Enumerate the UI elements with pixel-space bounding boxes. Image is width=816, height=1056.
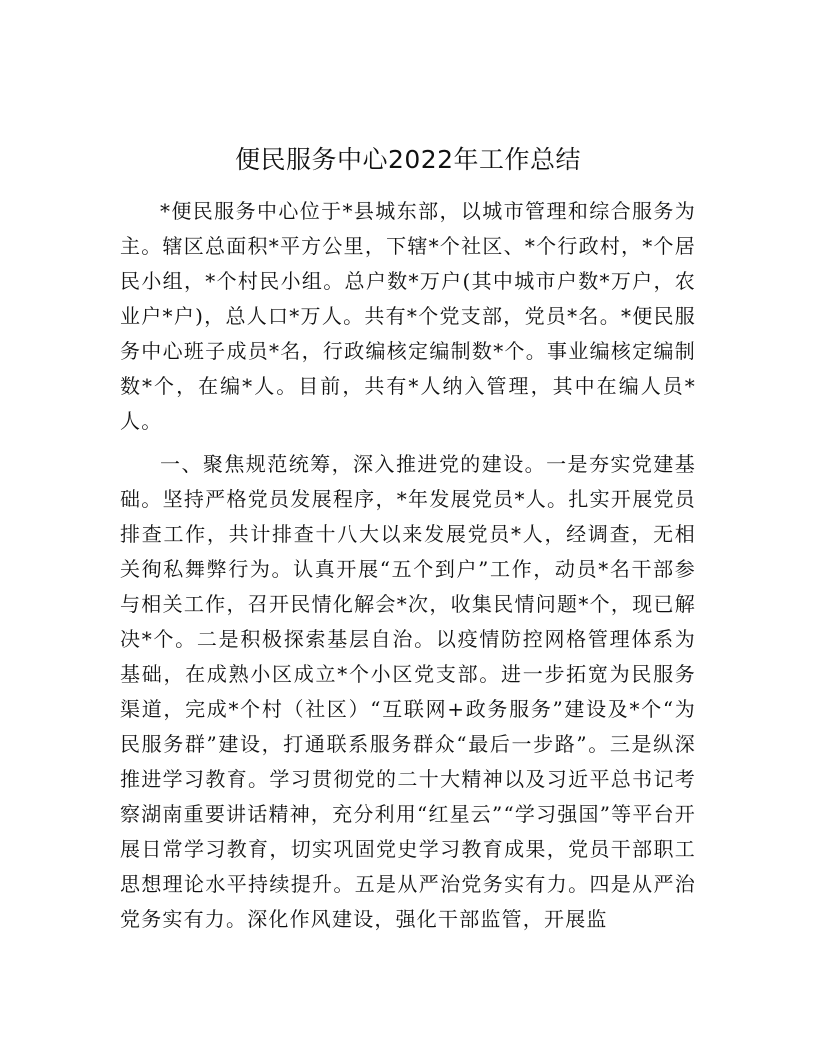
- paragraph-intro: *便民服务中心位于*县城东部，以城市管理和综合服务为主。辖区总面积*平方公里，下辖*个社区、*个行政村，*个居民小组，*个村民小组。总户数*万户(其中城市户数*万户，农业户*户)，总人口*万人。共有*个党支部，党员*名。*便民服务中心班子成员*名，行政编核定编制数*个。事业编核定编制数*个，在编*人。目前，共有*人纳入管理，其中在编人员*人。: [120, 199, 696, 433]
- document-title: 便民服务中心2022年工作总结: [234, 145, 582, 174]
- document-body: [120, 194, 696, 937]
- paragraph-party-building: 一、聚焦规范统筹，深入推进党的建设。一是夯实党建基础。坚持严格党员发展程序，*年发展党员*人。扎实开展党员排查工作，共计排查十八大以来发展党员*人，经调查，无相关徇私舞弊行为。认真开展“五个到户”工作，动员*名干部参与相关工作，召开民情化解会*次，收集民情问题*个，现已解决*个。二是积极探索基层自治。以疫情防控网格管理体系为基础，在成熟小区成立*个小区党支部。进一步拓宽为民服务渠道，完成*个村（社区）“互联网+政务服务”建设及*个“为民服务群”建设，打通联系服务群众“最后一步路”。三是纵深推进学习教育。学习贯彻党的二十大精神以及习近平总书记考察湖南重要讲话精神，充分利用“红星云”“学习强国”等平台开展日常学习教育，切实巩固党史学习教育成果，党员干部职工思想理论水平持续提升。五是从严治党务实有力。四是从严治党务实有力。深化作风建设，强化干部监管，开展监: [120, 452, 696, 931]
